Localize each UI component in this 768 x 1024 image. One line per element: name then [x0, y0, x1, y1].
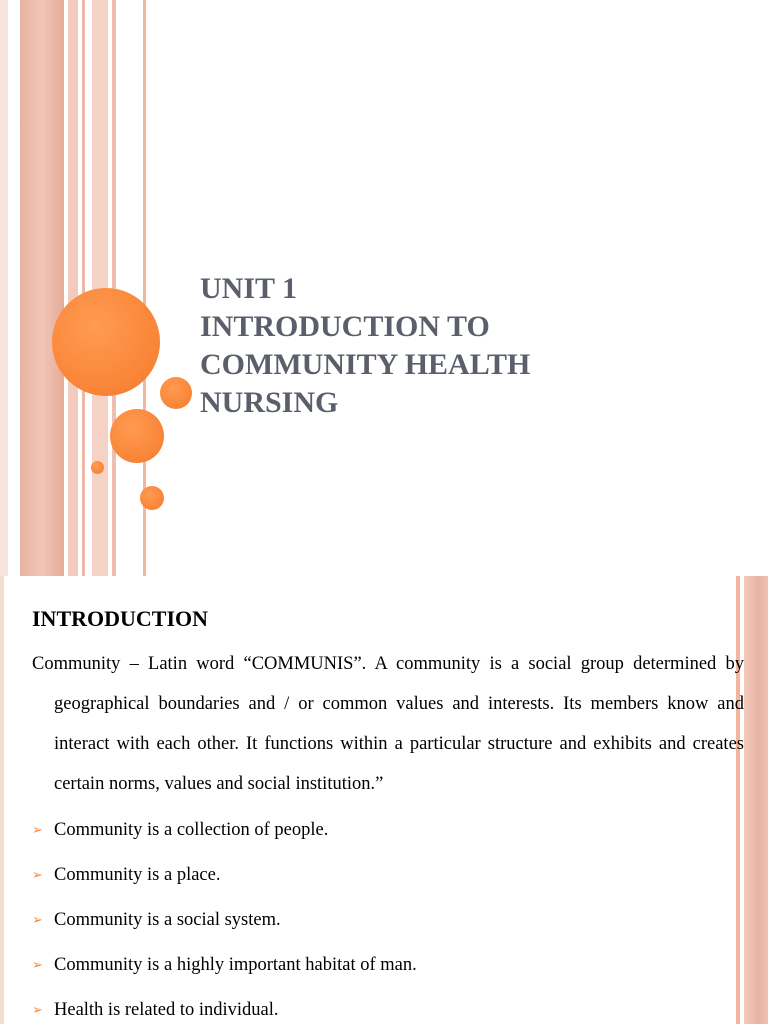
arrow-bullet-icon: ➢ — [32, 868, 43, 883]
stripe — [68, 0, 78, 576]
list-item — [32, 853, 744, 898]
list-item — [32, 943, 744, 988]
decorative-circle — [160, 377, 192, 409]
decorative-stripes — [8, 0, 148, 576]
slide-body — [32, 604, 744, 1024]
list-item — [32, 988, 744, 1024]
arrow-bullet-icon: ➢ — [32, 823, 43, 838]
definition-paragraph: Community – Latin word “COMMUNIS”. A community is a social group determined by geographical boundaries and / or common values and interests. Its members know and interact with each other. It functions within a particular structure and exhibits and creates certain norms, values and social institution.” — [32, 654, 744, 794]
stripe — [744, 576, 768, 1024]
list-item-text: Community is a social system. — [54, 910, 281, 930]
arrow-bullet-icon: ➢ — [32, 1003, 43, 1018]
decorative-circle — [52, 288, 160, 396]
decorative-circle — [140, 486, 164, 510]
title-line: INTRODUCTION TO — [200, 310, 490, 343]
list-item-text: Community is a place. — [54, 865, 221, 885]
list-item-text: Health is related to individual. — [54, 1000, 279, 1020]
slide-edge — [0, 576, 4, 1024]
decorative-circle — [110, 409, 164, 463]
list-item — [32, 898, 744, 943]
title-line: NURSING — [200, 386, 339, 419]
stripe — [82, 0, 85, 576]
list-item-text: Community is a collection of people. — [54, 820, 329, 840]
list-item — [32, 808, 744, 853]
decorative-circle — [91, 461, 104, 474]
section-heading: INTRODUCTION — [32, 606, 209, 631]
slide-edge — [0, 0, 8, 576]
list-item-text: Community is a highly important habitat of man. — [54, 955, 417, 975]
arrow-bullet-icon: ➢ — [32, 958, 43, 973]
title-line: UNIT 1 — [200, 272, 297, 305]
content-slide — [0, 576, 768, 1024]
slide-title — [200, 270, 720, 422]
stripe — [20, 0, 64, 576]
title-line: COMMUNITY HEALTH — [200, 348, 531, 381]
arrow-bullet-icon: ➢ — [32, 913, 43, 928]
bullet-list — [32, 808, 744, 1024]
